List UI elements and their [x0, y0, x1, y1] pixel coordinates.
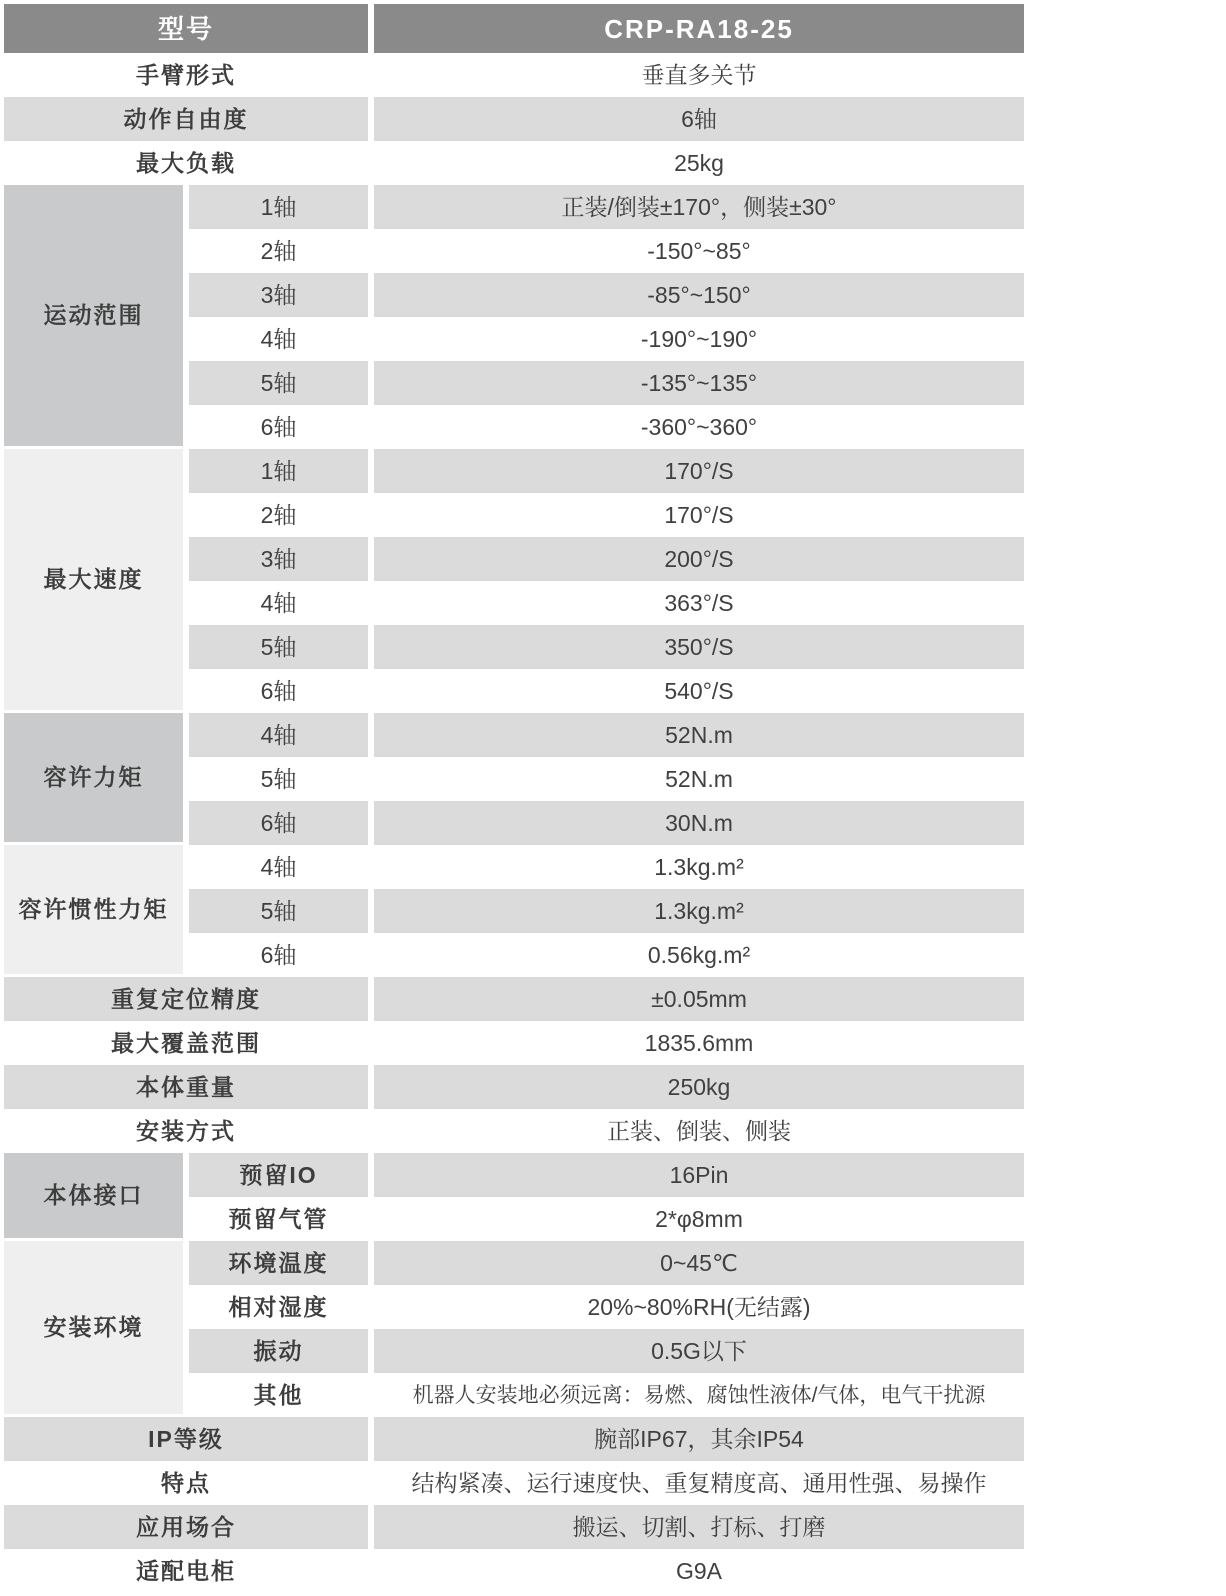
axis-label: 5轴 [189, 361, 368, 405]
axis-label: 6轴 [260, 413, 297, 440]
group-label-allowable-inertia: 容许惯性力矩 [4, 845, 183, 977]
axis-value: 0.56kg.m² [647, 941, 751, 968]
axis-label: 5轴 [189, 889, 368, 933]
axis-label: 5轴 [189, 625, 368, 669]
sub-label-reserved-air: 预留气管 [228, 1205, 329, 1232]
row-value-dof: 6轴 [374, 97, 1024, 141]
axis-label: 4轴 [260, 325, 297, 352]
sub-value-humidity: 20%~80%RH(无结露) [587, 1293, 811, 1320]
axis-label: 1轴 [189, 185, 368, 229]
sub-value-reserved-io: 16Pin [374, 1153, 1024, 1197]
row-value-mounting: 正装、倒装、侧装 [607, 1117, 791, 1144]
sub-value-reserved-air: 2*φ8mm [655, 1205, 743, 1232]
row-value-max-reach: 1835.6mm [644, 1029, 754, 1056]
axis-value: 52N.m [374, 713, 1024, 757]
axis-label: 4轴 [260, 853, 297, 880]
row-value-features: 结构紧凑、运行速度快、重复精度高、通用性强、易操作 [411, 1469, 987, 1496]
row-value-repeatability: ±0.05mm [374, 977, 1024, 1021]
axis-label: 6轴 [260, 677, 297, 704]
axis-value: 170°/S [664, 501, 734, 528]
row-label-ip-rating: IP等级 [4, 1417, 368, 1461]
spec-table [4, 4, 1024, 1593]
axis-value: 1.3kg.m² [654, 853, 744, 880]
sub-value-vibration: 0.5G以下 [374, 1329, 1024, 1373]
axis-value: 1.3kg.m² [374, 889, 1024, 933]
axis-label: 6轴 [260, 941, 297, 968]
axis-value: 30N.m [374, 801, 1024, 845]
row-value-arm-type: 垂直多关节 [641, 61, 757, 88]
group-label-motion-range: 运动范围 [4, 185, 183, 449]
sub-value-ambient-temp: 0~45℃ [374, 1241, 1024, 1285]
axis-label: 4轴 [260, 589, 297, 616]
axis-value: 52N.m [665, 765, 733, 792]
header-model-label: 型号 [4, 4, 368, 53]
axis-label: 2轴 [260, 501, 297, 528]
axis-value: 正装/倒装±170°，侧装±30° [374, 185, 1024, 229]
row-label-max-reach: 最大覆盖范围 [111, 1029, 261, 1056]
axis-label: 3轴 [189, 537, 368, 581]
row-value-ip-rating: 腕部IP67，其余IP54 [374, 1417, 1024, 1461]
axis-value: 350°/S [374, 625, 1024, 669]
axis-value: -190°~190° [640, 325, 758, 352]
row-label-applications: 应用场合 [4, 1505, 368, 1549]
sub-label-vibration: 振动 [189, 1329, 368, 1373]
row-label-dof: 动作自由度 [4, 97, 368, 141]
axis-value: 363°/S [664, 589, 734, 616]
axis-label: 6轴 [189, 801, 368, 845]
axis-label: 3轴 [189, 273, 368, 317]
row-value-cabinet: G9A [675, 1557, 723, 1584]
row-label-repeatability: 重复定位精度 [4, 977, 368, 1021]
row-label-features: 特点 [161, 1469, 211, 1496]
group-label-install-env: 安装环境 [4, 1241, 183, 1417]
sub-label-reserved-io: 预留IO [189, 1153, 368, 1197]
header-model-value: CRP-RA18-25 [374, 4, 1024, 53]
axis-value: -135°~135° [374, 361, 1024, 405]
axis-value: -360°~360° [640, 413, 758, 440]
sub-label-other: 其他 [253, 1381, 304, 1408]
axis-label: 5轴 [260, 765, 297, 792]
axis-value: 540°/S [664, 677, 734, 704]
row-value-body-weight: 250kg [374, 1065, 1024, 1109]
row-value-max-payload: 25kg [674, 149, 724, 176]
row-label-max-payload: 最大负载 [136, 149, 236, 176]
row-value-applications: 搬运、切割、打标、打磨 [374, 1505, 1024, 1549]
axis-value: -85°~150° [374, 273, 1024, 317]
axis-value: -150°~85° [647, 237, 751, 264]
group-label-body-interface: 本体接口 [4, 1153, 183, 1241]
sub-value-other: 机器人安装地必须远离：易燃、腐蚀性液体/气体，电气干扰源 [412, 1383, 986, 1407]
row-label-arm-type: 手臂形式 [136, 61, 236, 88]
row-label-body-weight: 本体重量 [4, 1065, 368, 1109]
axis-value: 170°/S [374, 449, 1024, 493]
row-label-cabinet: 适配电柜 [136, 1557, 236, 1584]
group-label-max-speed: 最大速度 [4, 449, 183, 713]
sub-label-ambient-temp: 环境温度 [189, 1241, 368, 1285]
row-label-mounting: 安装方式 [136, 1117, 236, 1144]
axis-label: 1轴 [189, 449, 368, 493]
sub-label-humidity: 相对湿度 [228, 1293, 329, 1320]
group-label-allowable-torque: 容许力矩 [4, 713, 183, 845]
axis-label: 2轴 [260, 237, 297, 264]
axis-label: 4轴 [189, 713, 368, 757]
axis-value: 200°/S [374, 537, 1024, 581]
